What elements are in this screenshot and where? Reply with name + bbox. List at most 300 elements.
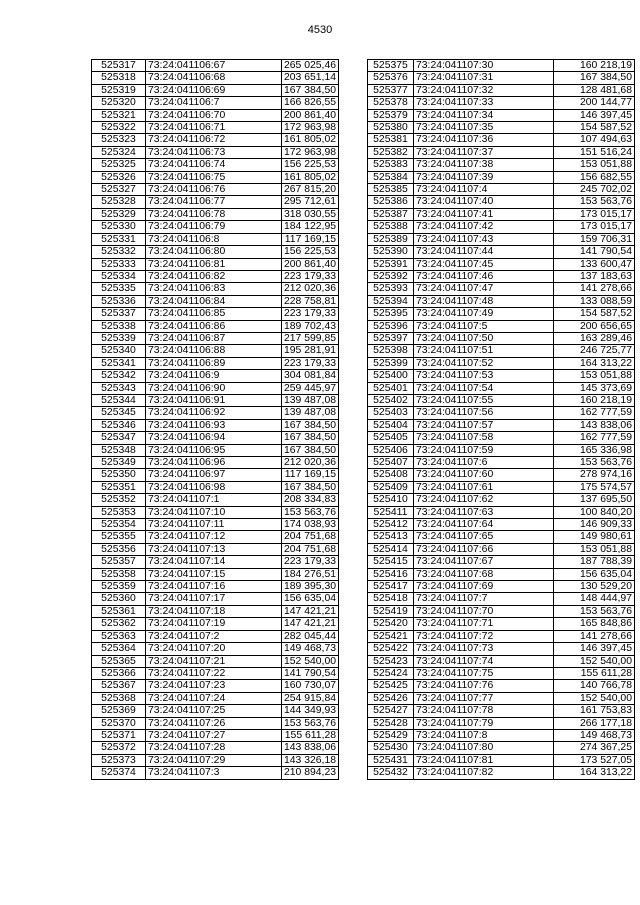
record-number-cell: 525413 bbox=[368, 531, 414, 543]
table-row bbox=[92, 705, 339, 717]
amount-cell: 200 144,77 bbox=[554, 97, 635, 109]
table-row bbox=[368, 283, 635, 295]
record-number-cell: 525333 bbox=[92, 258, 146, 270]
record-number-cell: 525418 bbox=[368, 593, 414, 605]
record-number-cell: 525414 bbox=[368, 543, 414, 555]
cadastral-number-cell: 73:24:041107:49 bbox=[414, 308, 554, 320]
table-row bbox=[368, 233, 635, 245]
amount-cell: 163 289,46 bbox=[554, 332, 635, 344]
record-number-cell: 525387 bbox=[368, 208, 414, 220]
amount-cell: 212 020,36 bbox=[282, 457, 339, 469]
cadastral-number-cell: 73:24:041107:67 bbox=[414, 556, 554, 568]
table-row bbox=[368, 531, 635, 543]
cadastral-number-cell: 73:24:041106:86 bbox=[146, 320, 282, 332]
amount-cell: 153 051,88 bbox=[554, 543, 635, 555]
table-row bbox=[92, 221, 339, 233]
cadastral-number-cell: 73:24:041107:76 bbox=[414, 680, 554, 692]
cadastral-number-cell: 73:24:041107:62 bbox=[414, 494, 554, 506]
table-row bbox=[92, 122, 339, 134]
amount-cell: 164 313,22 bbox=[554, 767, 635, 779]
cadastral-number-cell: 73:24:041107:74 bbox=[414, 655, 554, 667]
record-number-cell: 525337 bbox=[92, 308, 146, 320]
record-number-cell: 525335 bbox=[92, 283, 146, 295]
record-number-cell: 525325 bbox=[92, 159, 146, 171]
cadastral-number-cell: 73:24:041107:37 bbox=[414, 146, 554, 158]
record-number-cell: 525334 bbox=[92, 270, 146, 282]
table-row bbox=[92, 419, 339, 431]
cadastral-number-cell: 73:24:041107:14 bbox=[146, 556, 282, 568]
amount-cell: 254 915,84 bbox=[282, 692, 339, 704]
record-number-cell: 525339 bbox=[92, 332, 146, 344]
amount-cell: 152 540,00 bbox=[554, 692, 635, 704]
amount-cell: 162 777,59 bbox=[554, 407, 635, 419]
record-number-cell: 525347 bbox=[92, 432, 146, 444]
cadastral-number-cell: 73:24:041106:87 bbox=[146, 332, 282, 344]
amount-cell: 167 384,50 bbox=[282, 481, 339, 493]
record-number-cell: 525328 bbox=[92, 196, 146, 208]
cadastral-number-cell: 73:24:041107:45 bbox=[414, 258, 554, 270]
record-number-cell: 525340 bbox=[92, 345, 146, 357]
cadastral-number-cell: 73:24:041107:31 bbox=[414, 72, 554, 84]
table-row bbox=[92, 97, 339, 109]
cadastral-number-cell: 73:24:041106:79 bbox=[146, 221, 282, 233]
cadastral-number-cell: 73:24:041106:95 bbox=[146, 444, 282, 456]
record-number-cell: 525378 bbox=[368, 97, 414, 109]
amount-cell: 161 805,02 bbox=[282, 171, 339, 183]
amount-cell: 200 861,40 bbox=[282, 258, 339, 270]
amount-cell: 318 030,55 bbox=[282, 208, 339, 220]
record-number-cell: 525392 bbox=[368, 270, 414, 282]
record-number-cell: 525354 bbox=[92, 519, 146, 531]
amount-cell: 140 766,78 bbox=[554, 680, 635, 692]
amount-cell: 166 826,55 bbox=[282, 97, 339, 109]
cadastral-number-cell: 73:24:041107:44 bbox=[414, 246, 554, 258]
page-number: 4530 bbox=[307, 24, 333, 36]
cadastral-number-cell: 73:24:041107:11 bbox=[146, 519, 282, 531]
amount-cell: 175 574,57 bbox=[554, 481, 635, 493]
amount-cell: 137 695,50 bbox=[554, 494, 635, 506]
amount-cell: 137 183,63 bbox=[554, 270, 635, 282]
cadastral-number-cell: 73:24:041106:93 bbox=[146, 419, 282, 431]
amount-cell: 146 397,45 bbox=[554, 109, 635, 121]
record-number-cell: 525421 bbox=[368, 630, 414, 642]
amount-cell: 147 421,21 bbox=[282, 605, 339, 617]
right-register-table-body bbox=[368, 60, 635, 780]
cadastral-number-cell: 73:24:041107:57 bbox=[414, 419, 554, 431]
table-row bbox=[368, 109, 635, 121]
amount-cell: 153 563,76 bbox=[554, 457, 635, 469]
table-row bbox=[92, 742, 339, 754]
table-row bbox=[92, 556, 339, 568]
amount-cell: 164 313,22 bbox=[554, 357, 635, 369]
cadastral-number-cell: 73:24:041107:68 bbox=[414, 568, 554, 580]
amount-cell: 155 611,28 bbox=[282, 729, 339, 741]
table-row bbox=[368, 444, 635, 456]
table-row bbox=[92, 667, 339, 679]
table-row bbox=[368, 680, 635, 692]
table-row bbox=[92, 134, 339, 146]
record-number-cell: 525379 bbox=[368, 109, 414, 121]
amount-cell: 133 600,47 bbox=[554, 258, 635, 270]
record-number-cell: 525373 bbox=[92, 754, 146, 766]
record-number-cell: 525336 bbox=[92, 295, 146, 307]
cadastral-number-cell: 73:24:041107:4 bbox=[414, 184, 554, 196]
cadastral-number-cell: 73:24:041106:94 bbox=[146, 432, 282, 444]
cadastral-number-cell: 73:24:041106:82 bbox=[146, 270, 282, 282]
amount-cell: 173 015,17 bbox=[554, 208, 635, 220]
record-number-cell: 525415 bbox=[368, 556, 414, 568]
amount-cell: 210 894,23 bbox=[282, 767, 339, 779]
amount-cell: 167 384,50 bbox=[554, 72, 635, 84]
table-row bbox=[92, 283, 339, 295]
cadastral-number-cell: 73:24:041107:51 bbox=[414, 345, 554, 357]
cadastral-number-cell: 73:24:041106:80 bbox=[146, 246, 282, 258]
table-row bbox=[92, 481, 339, 493]
amount-cell: 223 179,33 bbox=[282, 308, 339, 320]
table-row bbox=[368, 593, 635, 605]
cadastral-number-cell: 73:24:041107:82 bbox=[414, 767, 554, 779]
amount-cell: 259 445,97 bbox=[282, 382, 339, 394]
cadastral-number-cell: 73:24:041107:18 bbox=[146, 605, 282, 617]
amount-cell: 153 051,88 bbox=[554, 370, 635, 382]
cadastral-number-cell: 73:24:041107:78 bbox=[414, 705, 554, 717]
table-row bbox=[92, 643, 339, 655]
amount-cell: 139 487,08 bbox=[282, 394, 339, 406]
record-number-cell: 525371 bbox=[92, 729, 146, 741]
cadastral-number-cell: 73:24:041107:15 bbox=[146, 568, 282, 580]
amount-cell: 156 225,53 bbox=[282, 159, 339, 171]
cadastral-number-cell: 73:24:041107:58 bbox=[414, 432, 554, 444]
amount-cell: 130 529,20 bbox=[554, 581, 635, 593]
cadastral-number-cell: 73:24:041106:74 bbox=[146, 159, 282, 171]
table-row bbox=[368, 742, 635, 754]
cadastral-number-cell: 73:24:041107:27 bbox=[146, 729, 282, 741]
table-row bbox=[92, 680, 339, 692]
cadastral-number-cell: 73:24:041107:47 bbox=[414, 283, 554, 295]
record-number-cell: 525423 bbox=[368, 655, 414, 667]
cadastral-number-cell: 73:24:041107:25 bbox=[146, 705, 282, 717]
table-row bbox=[368, 84, 635, 96]
table-row bbox=[92, 692, 339, 704]
amount-cell: 173 527,05 bbox=[554, 754, 635, 766]
cadastral-number-cell: 73:24:041107:39 bbox=[414, 171, 554, 183]
cadastral-number-cell: 73:24:041106:69 bbox=[146, 84, 282, 96]
record-number-cell: 525410 bbox=[368, 494, 414, 506]
cadastral-number-cell: 73:24:041107:73 bbox=[414, 643, 554, 655]
cadastral-number-cell: 73:24:041106:85 bbox=[146, 308, 282, 320]
amount-cell: 167 384,50 bbox=[282, 84, 339, 96]
record-number-cell: 525409 bbox=[368, 481, 414, 493]
cadastral-number-cell: 73:24:041106:78 bbox=[146, 208, 282, 220]
table-row bbox=[92, 605, 339, 617]
table-row bbox=[92, 159, 339, 171]
cadastral-number-cell: 73:24:041106:71 bbox=[146, 122, 282, 134]
table-row bbox=[92, 109, 339, 121]
cadastral-number-cell: 73:24:041106:96 bbox=[146, 457, 282, 469]
record-number-cell: 525358 bbox=[92, 568, 146, 580]
cadastral-number-cell: 73:24:041107:10 bbox=[146, 506, 282, 518]
record-number-cell: 525350 bbox=[92, 469, 146, 481]
cadastral-number-cell: 73:24:041107:59 bbox=[414, 444, 554, 456]
record-number-cell: 525320 bbox=[92, 97, 146, 109]
table-row bbox=[368, 357, 635, 369]
cadastral-number-cell: 73:24:041107:64 bbox=[414, 519, 554, 531]
table-row bbox=[368, 60, 635, 72]
amount-cell: 156 635,04 bbox=[282, 593, 339, 605]
cadastral-number-cell: 73:24:041107:61 bbox=[414, 481, 554, 493]
cadastral-number-cell: 73:24:041107:48 bbox=[414, 295, 554, 307]
cadastral-number-cell: 73:24:041107:32 bbox=[414, 84, 554, 96]
amount-cell: 144 349,93 bbox=[282, 705, 339, 717]
record-number-cell: 525406 bbox=[368, 444, 414, 456]
record-number-cell: 525363 bbox=[92, 630, 146, 642]
record-number-cell: 525403 bbox=[368, 407, 414, 419]
amount-cell: 141 278,66 bbox=[554, 283, 635, 295]
record-number-cell: 525362 bbox=[92, 618, 146, 630]
amount-cell: 203 651,14 bbox=[282, 72, 339, 84]
table-row bbox=[92, 184, 339, 196]
record-number-cell: 525349 bbox=[92, 457, 146, 469]
record-number-cell: 525359 bbox=[92, 581, 146, 593]
record-number-cell: 525390 bbox=[368, 246, 414, 258]
amount-cell: 149 468,73 bbox=[554, 729, 635, 741]
cadastral-number-cell: 73:24:041106:73 bbox=[146, 146, 282, 158]
record-number-cell: 525380 bbox=[368, 122, 414, 134]
amount-cell: 128 481,68 bbox=[554, 84, 635, 96]
table-row bbox=[92, 320, 339, 332]
cadastral-number-cell: 73:24:041107:40 bbox=[414, 196, 554, 208]
record-number-cell: 525401 bbox=[368, 382, 414, 394]
amount-cell: 133 088,59 bbox=[554, 295, 635, 307]
cadastral-number-cell: 73:24:041107:70 bbox=[414, 605, 554, 617]
table-row bbox=[92, 382, 339, 394]
amount-cell: 282 045,44 bbox=[282, 630, 339, 642]
table-row bbox=[368, 643, 635, 655]
record-number-cell: 525432 bbox=[368, 767, 414, 779]
amount-cell: 153 563,76 bbox=[282, 717, 339, 729]
table-row bbox=[368, 171, 635, 183]
amount-cell: 223 179,33 bbox=[282, 357, 339, 369]
record-number-cell: 525353 bbox=[92, 506, 146, 518]
record-number-cell: 525360 bbox=[92, 593, 146, 605]
cadastral-number-cell: 73:24:041107:38 bbox=[414, 159, 554, 171]
cadastral-number-cell: 73:24:041107:55 bbox=[414, 394, 554, 406]
record-number-cell: 525408 bbox=[368, 469, 414, 481]
left-register-table bbox=[91, 59, 339, 780]
record-number-cell: 525376 bbox=[368, 72, 414, 84]
amount-cell: 223 179,33 bbox=[282, 556, 339, 568]
table-row bbox=[368, 295, 635, 307]
cadastral-number-cell: 73:24:041107:66 bbox=[414, 543, 554, 555]
table-row bbox=[368, 308, 635, 320]
table-row bbox=[92, 246, 339, 258]
record-number-cell: 525370 bbox=[92, 717, 146, 729]
record-number-cell: 525319 bbox=[92, 84, 146, 96]
record-number-cell: 525322 bbox=[92, 122, 146, 134]
cadastral-number-cell: 73:24:041107:26 bbox=[146, 717, 282, 729]
amount-cell: 228 758,81 bbox=[282, 295, 339, 307]
table-row bbox=[92, 506, 339, 518]
table-row bbox=[92, 444, 339, 456]
record-number-cell: 525385 bbox=[368, 184, 414, 196]
table-row bbox=[368, 543, 635, 555]
amount-cell: 161 805,02 bbox=[282, 134, 339, 146]
table-row bbox=[368, 246, 635, 258]
table-row bbox=[92, 295, 339, 307]
right-register-table bbox=[367, 59, 635, 780]
record-number-cell: 525383 bbox=[368, 159, 414, 171]
record-number-cell: 525357 bbox=[92, 556, 146, 568]
amount-cell: 143 838,06 bbox=[554, 419, 635, 431]
cadastral-number-cell: 73:24:041107:20 bbox=[146, 643, 282, 655]
left-register-table-body bbox=[92, 60, 339, 780]
amount-cell: 149 980,61 bbox=[554, 531, 635, 543]
record-number-cell: 525344 bbox=[92, 394, 146, 406]
amount-cell: 161 753,83 bbox=[554, 705, 635, 717]
record-number-cell: 525422 bbox=[368, 643, 414, 655]
record-number-cell: 525330 bbox=[92, 221, 146, 233]
table-row bbox=[368, 146, 635, 158]
amount-cell: 167 384,50 bbox=[282, 432, 339, 444]
record-number-cell: 525382 bbox=[368, 146, 414, 158]
table-row bbox=[368, 705, 635, 717]
cadastral-number-cell: 73:24:041106:76 bbox=[146, 184, 282, 196]
table-row bbox=[368, 221, 635, 233]
cadastral-number-cell: 73:24:041107:29 bbox=[146, 754, 282, 766]
cadastral-number-cell: 73:24:041106:84 bbox=[146, 295, 282, 307]
record-number-cell: 525412 bbox=[368, 519, 414, 531]
amount-cell: 153 563,76 bbox=[554, 196, 635, 208]
table-row bbox=[92, 171, 339, 183]
record-number-cell: 525374 bbox=[92, 767, 146, 779]
record-number-cell: 525345 bbox=[92, 407, 146, 419]
amount-cell: 184 122,95 bbox=[282, 221, 339, 233]
table-row bbox=[368, 432, 635, 444]
table-row bbox=[92, 767, 339, 779]
amount-cell: 159 706,31 bbox=[554, 233, 635, 245]
amount-cell: 165 336,98 bbox=[554, 444, 635, 456]
amount-cell: 204 751,68 bbox=[282, 543, 339, 555]
record-number-cell: 525343 bbox=[92, 382, 146, 394]
amount-cell: 200 861,40 bbox=[282, 109, 339, 121]
record-number-cell: 525326 bbox=[92, 171, 146, 183]
table-row bbox=[368, 382, 635, 394]
table-row bbox=[92, 519, 339, 531]
cadastral-number-cell: 73:24:041106:91 bbox=[146, 394, 282, 406]
cadastral-number-cell: 73:24:041107:22 bbox=[146, 667, 282, 679]
record-number-cell: 525389 bbox=[368, 233, 414, 245]
record-number-cell: 525419 bbox=[368, 605, 414, 617]
table-row bbox=[92, 394, 339, 406]
table-row bbox=[368, 767, 635, 779]
cadastral-number-cell: 73:24:041106:88 bbox=[146, 345, 282, 357]
amount-cell: 195 281,91 bbox=[282, 345, 339, 357]
record-number-cell: 525404 bbox=[368, 419, 414, 431]
table-row bbox=[92, 208, 339, 220]
table-row bbox=[92, 308, 339, 320]
cadastral-number-cell: 73:24:041107:17 bbox=[146, 593, 282, 605]
cadastral-number-cell: 73:24:041107:75 bbox=[414, 667, 554, 679]
amount-cell: 160 218,19 bbox=[554, 394, 635, 406]
amount-cell: 200 656,65 bbox=[554, 320, 635, 332]
cadastral-number-cell: 73:24:041107:81 bbox=[414, 754, 554, 766]
amount-cell: 295 712,61 bbox=[282, 196, 339, 208]
record-number-cell: 525331 bbox=[92, 233, 146, 245]
cadastral-number-cell: 73:24:041107:6 bbox=[414, 457, 554, 469]
cadastral-number-cell: 73:24:041106:70 bbox=[146, 109, 282, 121]
amount-cell: 172 963,98 bbox=[282, 146, 339, 158]
table-row bbox=[92, 72, 339, 84]
table-row bbox=[92, 618, 339, 630]
cadastral-number-cell: 73:24:041107:43 bbox=[414, 233, 554, 245]
table-row bbox=[368, 258, 635, 270]
cadastral-number-cell: 73:24:041107:23 bbox=[146, 680, 282, 692]
cadastral-number-cell: 73:24:041107:7 bbox=[414, 593, 554, 605]
cadastral-number-cell: 73:24:041107:72 bbox=[414, 630, 554, 642]
table-row bbox=[368, 122, 635, 134]
table-row bbox=[368, 97, 635, 109]
record-number-cell: 525402 bbox=[368, 394, 414, 406]
record-number-cell: 525395 bbox=[368, 308, 414, 320]
amount-cell: 148 444,97 bbox=[554, 593, 635, 605]
cadastral-number-cell: 73:24:041107:33 bbox=[414, 97, 554, 109]
record-number-cell: 525430 bbox=[368, 742, 414, 754]
cadastral-number-cell: 73:24:041107:30 bbox=[414, 60, 554, 72]
table-row bbox=[92, 357, 339, 369]
amount-cell: 152 540,00 bbox=[282, 655, 339, 667]
record-number-cell: 525393 bbox=[368, 283, 414, 295]
amount-cell: 155 611,28 bbox=[554, 667, 635, 679]
cadastral-number-cell: 73:24:041107:53 bbox=[414, 370, 554, 382]
table-row bbox=[92, 407, 339, 419]
record-number-cell: 525405 bbox=[368, 432, 414, 444]
record-number-cell: 525351 bbox=[92, 481, 146, 493]
amount-cell: 154 587,52 bbox=[554, 308, 635, 320]
amount-cell: 245 702,02 bbox=[554, 184, 635, 196]
record-number-cell: 525356 bbox=[92, 543, 146, 555]
amount-cell: 189 702,43 bbox=[282, 320, 339, 332]
record-number-cell: 525364 bbox=[92, 643, 146, 655]
table-row bbox=[368, 581, 635, 593]
record-number-cell: 525368 bbox=[92, 692, 146, 704]
table-row bbox=[368, 345, 635, 357]
record-number-cell: 525369 bbox=[92, 705, 146, 717]
record-number-cell: 525384 bbox=[368, 171, 414, 183]
table-row bbox=[368, 270, 635, 282]
amount-cell: 141 790,54 bbox=[282, 667, 339, 679]
cadastral-number-cell: 73:24:041107:19 bbox=[146, 618, 282, 630]
cadastral-number-cell: 73:24:041107:3 bbox=[146, 767, 282, 779]
amount-cell: 208 334,83 bbox=[282, 494, 339, 506]
table-row bbox=[368, 370, 635, 382]
record-number-cell: 525355 bbox=[92, 531, 146, 543]
amount-cell: 146 397,45 bbox=[554, 643, 635, 655]
record-number-cell: 525361 bbox=[92, 605, 146, 617]
amount-cell: 223 179,33 bbox=[282, 270, 339, 282]
cadastral-number-cell: 73:24:041106:7 bbox=[146, 97, 282, 109]
record-number-cell: 525420 bbox=[368, 618, 414, 630]
table-row bbox=[368, 184, 635, 196]
amount-cell: 187 788,39 bbox=[554, 556, 635, 568]
table-row bbox=[368, 717, 635, 729]
cadastral-number-cell: 73:24:041106:9 bbox=[146, 370, 282, 382]
amount-cell: 153 563,76 bbox=[282, 506, 339, 518]
amount-cell: 143 326,18 bbox=[282, 754, 339, 766]
record-number-cell: 525352 bbox=[92, 494, 146, 506]
table-row bbox=[92, 729, 339, 741]
amount-cell: 167 384,50 bbox=[282, 419, 339, 431]
cadastral-number-cell: 73:24:041107:52 bbox=[414, 357, 554, 369]
